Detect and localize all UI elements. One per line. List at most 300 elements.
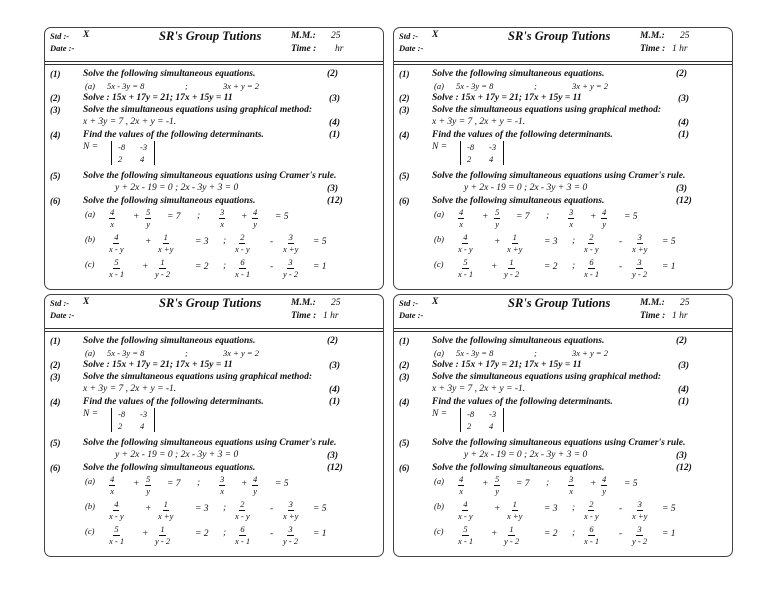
q6b-fraction-4 [632, 233, 647, 253]
det-a12: -3 [140, 142, 148, 152]
determinant-matrix [111, 141, 155, 165]
q6b-operator: + [494, 237, 501, 247]
q6b-equals: = 3 [195, 504, 209, 514]
q6c-equals: = 2 [544, 262, 558, 272]
fraction-denominator: y - 2 [632, 535, 648, 546]
fraction-numerator: 2 [589, 499, 594, 509]
fraction-numerator: 4 [114, 499, 119, 509]
fraction-numerator: 3 [569, 207, 574, 217]
q6c-label: (c) [85, 526, 95, 536]
fraction-numerator: 4 [114, 232, 119, 242]
q6b-fraction-3 [584, 500, 599, 520]
worksheet-card-3 [44, 294, 384, 557]
marks-label: M.M.: [640, 31, 665, 41]
q5-marks: (3) [327, 451, 339, 461]
q6c-separator: ; [223, 528, 227, 538]
q5-equations: y + 2x - 19 = 0 ; 2x - 3y + 3 = 0 [115, 183, 239, 193]
header-divider-secondary [394, 64, 732, 65]
q4-number: (4) [50, 397, 61, 407]
fraction-numerator: 6 [240, 524, 245, 534]
fraction-numerator: 1 [163, 232, 168, 242]
fraction-numerator: 3 [220, 474, 225, 484]
q6-text: Solve the following simultaneous equations. [83, 463, 256, 473]
q6-marks: (12) [676, 463, 692, 473]
q6c-fraction-4 [632, 258, 647, 278]
fraction-denominator: x [459, 218, 464, 229]
det-a12: -3 [489, 409, 497, 419]
q6a-fraction-3 [568, 475, 574, 495]
det-a22: 4 [140, 154, 145, 164]
q1-text: Solve the following simultaneous equations. [83, 69, 256, 79]
q3-marks: (4) [329, 118, 341, 128]
q4-text: Find the values of the following determinants. [83, 130, 264, 140]
fraction-denominator: x - 1 [235, 268, 251, 279]
fraction-numerator: 1 [163, 499, 168, 509]
q6a-label: (a) [85, 209, 95, 219]
q6-text: Solve the following simultaneous equations. [83, 196, 256, 206]
det-a21: 2 [467, 421, 472, 431]
q6c-equals-2: = 1 [662, 529, 676, 539]
q4-marks: (1) [678, 130, 690, 140]
fraction-denominator: x +y [283, 510, 299, 521]
fraction-denominator: y [253, 218, 258, 229]
det-a21: 2 [118, 421, 123, 431]
q1-sub-label: (a) [434, 348, 444, 358]
q6a-fraction-3 [568, 208, 574, 228]
fraction-numerator: 4 [463, 499, 468, 509]
q6b-fraction-1 [458, 500, 473, 520]
q6c-label: (c) [434, 259, 444, 269]
q6b-operator-2: - [619, 237, 623, 247]
q5-number: (5) [399, 171, 410, 181]
fraction-denominator: x - y [235, 510, 250, 521]
q6a-equals-2: = 5 [624, 212, 638, 222]
determinant-matrix [111, 408, 155, 432]
q6b-fraction-4 [283, 500, 298, 520]
q6b-fraction-2 [158, 233, 173, 253]
std-value: X [432, 30, 439, 40]
det-a22: 4 [489, 421, 494, 431]
q1-number: (1) [399, 336, 410, 346]
worksheet-card-1 [44, 27, 384, 290]
q6b-operator: + [494, 504, 501, 514]
fraction-numerator: 1 [509, 524, 514, 534]
det-a11: -8 [467, 142, 475, 152]
fraction-numerator: 6 [589, 257, 594, 267]
q4-text: Find the values of the following determinants. [432, 397, 613, 407]
q1-sub-label: (a) [85, 81, 95, 91]
q6c-label: (c) [85, 259, 95, 269]
q4-text: Find the values of the following determinants. [83, 397, 264, 407]
time-label: Time : [640, 311, 666, 321]
q5-number: (5) [50, 438, 61, 448]
q6b-separator: ; [223, 236, 227, 246]
fraction-denominator: y - 2 [504, 268, 520, 279]
fraction-denominator: x - 1 [109, 535, 125, 546]
q6b-separator: ; [572, 503, 576, 513]
q6c-fraction-2 [155, 258, 170, 278]
q1-sub-label: (a) [434, 81, 444, 91]
q2-text: Solve : 15x + 17y = 21; 17x + 15y = 11 [83, 360, 233, 370]
header-divider [394, 61, 732, 62]
q1-eq2: 3x + y = 2 [572, 81, 609, 91]
q6c-fraction-4 [632, 525, 647, 545]
std-label: Std :- [50, 31, 70, 41]
q6c-equals-2: = 1 [313, 262, 327, 272]
q6c-operator-2: - [270, 262, 274, 272]
fraction-denominator: x - y [109, 510, 124, 521]
q6a-separator: ; [197, 478, 201, 488]
card-header [45, 295, 383, 328]
q3-text: Solve the simultaneous equations using graphical method: [432, 372, 662, 382]
q6a-fraction-3 [219, 208, 225, 228]
q4-number: (4) [50, 130, 61, 140]
std-label: Std :- [399, 298, 419, 308]
q6c-fraction-2 [504, 525, 519, 545]
q6c-separator: ; [572, 261, 576, 271]
q6b-fraction-3 [235, 233, 250, 253]
fraction-numerator: 1 [512, 499, 517, 509]
q1-eq1: 5x - 3y = 8 [107, 348, 145, 358]
q3-equations: x + 3y = 7 , 2x + y = -1. [83, 384, 177, 394]
q3-text: Solve the simultaneous equations using graphical method: [83, 105, 313, 115]
q6c-equals-2: = 1 [662, 262, 676, 272]
q6b-fraction-2 [158, 500, 173, 520]
q6a-operator-2: + [590, 212, 597, 222]
q6c-fraction-3 [584, 258, 599, 278]
q6c-fraction-1 [458, 525, 473, 545]
date-label: Date :- [399, 310, 424, 320]
time-value: 1 hr [323, 311, 339, 321]
q3-number: (3) [399, 372, 410, 382]
q6b-fraction-1 [109, 233, 124, 253]
fraction-numerator: 4 [253, 207, 258, 217]
fraction-denominator: y - 2 [504, 535, 520, 546]
q6-marks: (12) [676, 196, 692, 206]
q3-number: (3) [399, 105, 410, 115]
header-divider [394, 328, 732, 329]
fraction-denominator: x - y [584, 510, 599, 521]
header-divider-secondary [45, 331, 383, 332]
q6a-operator: + [482, 212, 489, 222]
q5-text: Solve the following simultaneous equations using Cramer's rule. [432, 171, 686, 181]
q6c-operator-2: - [270, 529, 274, 539]
fraction-denominator: x [110, 485, 115, 496]
q6a-fraction-2 [145, 208, 151, 228]
fraction-numerator: 3 [288, 257, 293, 267]
fraction-denominator: x - y [109, 243, 124, 254]
q6-number: (6) [399, 196, 410, 206]
fraction-numerator: 4 [602, 207, 607, 217]
q6a-fraction-1 [109, 208, 115, 228]
q2-marks: (3) [329, 361, 341, 371]
header-divider-secondary [45, 64, 383, 65]
fraction-denominator: x [569, 218, 574, 229]
q6a-operator-2: + [241, 212, 248, 222]
q1-separator: ; [185, 81, 188, 91]
marks-value: 25 [680, 298, 690, 308]
q6-number: (6) [50, 463, 61, 473]
card-header [45, 28, 383, 61]
q1-text: Solve the following simultaneous equations. [432, 69, 605, 79]
fraction-numerator: 3 [288, 499, 293, 509]
q3-text: Solve the simultaneous equations using graphical method: [83, 372, 313, 382]
institute-title: SR's Group Tutions [159, 296, 262, 310]
q6c-fraction-1 [109, 258, 124, 278]
q6c-fraction-2 [155, 525, 170, 545]
fraction-denominator: x - y [458, 510, 473, 521]
q6b-equals: = 3 [544, 237, 558, 247]
q5-equations: y + 2x - 19 = 0 ; 2x - 3y + 3 = 0 [115, 450, 239, 460]
q6c-fraction-4 [283, 525, 298, 545]
q3-equations: x + 3y = 7 , 2x + y = -1. [432, 117, 526, 127]
q6c-equals: = 2 [195, 262, 209, 272]
q1-eq1: 5x - 3y = 8 [456, 81, 494, 91]
fraction-denominator: y [495, 485, 500, 496]
q6b-label: (b) [85, 234, 95, 244]
q4-marks: (1) [678, 397, 690, 407]
fraction-numerator: 5 [146, 474, 151, 484]
institute-title: SR's Group Tutions [159, 29, 262, 43]
q6b-operator-2: - [270, 237, 274, 247]
q6c-fraction-3 [235, 525, 250, 545]
q6c-operator-2: - [619, 529, 623, 539]
q6-text: Solve the following simultaneous equations. [432, 196, 605, 206]
header-divider-secondary [394, 331, 732, 332]
fraction-numerator: 6 [589, 524, 594, 534]
q6a-equals: = 7 [516, 212, 530, 222]
q6b-equals-2: = 5 [313, 237, 327, 247]
fraction-numerator: 4 [459, 474, 464, 484]
q6a-equals: = 7 [167, 479, 181, 489]
fraction-numerator: 4 [253, 474, 258, 484]
q6a-fraction-4 [601, 475, 607, 495]
q2-marks: (3) [678, 361, 690, 371]
fraction-denominator: x +y [283, 243, 299, 254]
fraction-denominator: x - 1 [235, 535, 251, 546]
q6c-label: (c) [434, 526, 444, 536]
std-value: X [83, 30, 90, 40]
q6c-equals-2: = 1 [313, 529, 327, 539]
q6a-equals: = 7 [516, 479, 530, 489]
fraction-numerator: 5 [114, 524, 119, 534]
fraction-numerator: 4 [602, 474, 607, 484]
fraction-denominator: x [220, 218, 225, 229]
date-label: Date :- [50, 43, 75, 53]
q2-number: (2) [50, 360, 61, 370]
fraction-numerator: 1 [512, 232, 517, 242]
q1-marks: (2) [327, 336, 339, 346]
determinant-matrix [460, 408, 504, 432]
q6c-operator: + [491, 529, 498, 539]
time-value: 1 hr [672, 311, 688, 321]
q1-text: Solve the following simultaneous equations. [83, 336, 256, 346]
q3-marks: (4) [678, 118, 690, 128]
institute-title: SR's Group Tutions [508, 296, 611, 310]
q4-number: (4) [399, 397, 410, 407]
fraction-numerator: 1 [160, 524, 165, 534]
fraction-denominator: x +y [158, 510, 174, 521]
q3-text: Solve the simultaneous equations using graphical method: [432, 105, 662, 115]
q6a-equals: = 7 [167, 212, 181, 222]
q6b-equals-2: = 5 [662, 237, 676, 247]
q6b-equals-2: = 5 [662, 504, 676, 514]
q6c-fraction-3 [584, 525, 599, 545]
fraction-denominator: x +y [632, 243, 648, 254]
q5-marks: (3) [327, 184, 339, 194]
q1-sub-label: (a) [85, 348, 95, 358]
fraction-numerator: 3 [637, 524, 642, 534]
q6b-fraction-1 [458, 233, 473, 253]
q6b-equals-2: = 5 [313, 504, 327, 514]
fraction-numerator: 5 [495, 207, 500, 217]
q6a-fraction-4 [601, 208, 607, 228]
fraction-denominator: x - y [235, 243, 250, 254]
q6a-equals-2: = 5 [275, 212, 289, 222]
date-label: Date :- [50, 310, 75, 320]
fraction-denominator: y [146, 485, 151, 496]
q5-number: (5) [50, 171, 61, 181]
fraction-denominator: y - 2 [283, 535, 299, 546]
fraction-denominator: x [569, 485, 574, 496]
marks-label: M.M.: [291, 298, 316, 308]
determinant-label: N = [83, 409, 99, 419]
q2-number: (2) [399, 360, 410, 370]
fraction-numerator: 4 [463, 232, 468, 242]
q6b-fraction-4 [283, 233, 298, 253]
q6-number: (6) [50, 196, 61, 206]
determinant-label: N = [83, 142, 99, 152]
q2-marks: (3) [329, 94, 341, 104]
q1-number: (1) [50, 336, 61, 346]
q6c-fraction-1 [109, 525, 124, 545]
card-header [394, 28, 732, 61]
fraction-numerator: 3 [637, 499, 642, 509]
q6a-equals-2: = 5 [275, 479, 289, 489]
fraction-numerator: 4 [459, 207, 464, 217]
q5-number: (5) [399, 438, 410, 448]
fraction-numerator: 2 [240, 232, 245, 242]
q1-separator: ; [534, 81, 537, 91]
det-a22: 4 [140, 421, 145, 431]
q4-text: Find the values of the following determinants. [432, 130, 613, 140]
q3-equations: x + 3y = 7 , 2x + y = -1. [432, 384, 526, 394]
q4-number: (4) [399, 130, 410, 140]
q6-marks: (12) [327, 463, 343, 473]
fraction-numerator: 5 [114, 257, 119, 267]
fraction-denominator: y [146, 218, 151, 229]
q6b-fraction-4 [632, 500, 647, 520]
det-a11: -8 [467, 409, 475, 419]
q6a-fraction-1 [458, 208, 464, 228]
q1-eq2: 3x + y = 2 [223, 348, 260, 358]
fraction-denominator: x [110, 218, 115, 229]
q6-number: (6) [399, 463, 410, 473]
q1-eq2: 3x + y = 2 [572, 348, 609, 358]
q1-marks: (2) [676, 69, 688, 79]
header-divider [45, 61, 383, 62]
q6a-separator: ; [197, 211, 201, 221]
institute-title: SR's Group Tutions [508, 29, 611, 43]
q6a-fraction-2 [145, 475, 151, 495]
fraction-numerator: 2 [589, 232, 594, 242]
fraction-numerator: 3 [569, 474, 574, 484]
q6a-operator: + [133, 479, 140, 489]
q6a-fraction-2 [494, 475, 500, 495]
std-value: X [432, 297, 439, 307]
fraction-denominator: x - y [458, 243, 473, 254]
q6c-equals: = 2 [544, 529, 558, 539]
determinant-matrix [460, 141, 504, 165]
q5-marks: (3) [676, 184, 688, 194]
q3-equations: x + 3y = 7 , 2x + y = -1. [83, 117, 177, 127]
q1-separator: ; [534, 348, 537, 358]
q1-eq1: 5x - 3y = 8 [107, 81, 145, 91]
q6b-label: (b) [434, 234, 444, 244]
determinant-label: N = [432, 409, 448, 419]
det-a21: 2 [467, 154, 472, 164]
q6a-fraction-4 [252, 475, 258, 495]
fraction-denominator: y [495, 218, 500, 229]
q3-marks: (4) [329, 385, 341, 395]
q6b-fraction-2 [507, 233, 522, 253]
det-a11: -8 [118, 409, 126, 419]
fraction-denominator: x +y [632, 510, 648, 521]
q6-marks: (12) [327, 196, 343, 206]
q6b-separator: ; [223, 503, 227, 513]
fraction-denominator: y - 2 [155, 268, 171, 279]
q6b-operator: + [145, 237, 152, 247]
q6b-equals: = 3 [195, 237, 209, 247]
std-label: Std :- [399, 31, 419, 41]
header-divider [45, 328, 383, 329]
fraction-denominator: x - 1 [458, 535, 474, 546]
time-value: hr [335, 44, 344, 54]
fraction-denominator: x - 1 [109, 268, 125, 279]
q1-separator: ; [185, 348, 188, 358]
q6a-fraction-1 [109, 475, 115, 495]
q6c-separator: ; [223, 261, 227, 271]
fraction-denominator: y [253, 485, 258, 496]
time-value: 1 hr [672, 44, 688, 54]
fraction-denominator: x +y [507, 243, 523, 254]
determinant-label: N = [432, 142, 448, 152]
q2-marks: (3) [678, 94, 690, 104]
q6b-fraction-3 [235, 500, 250, 520]
q3-number: (3) [50, 105, 61, 115]
fraction-numerator: 2 [240, 499, 245, 509]
q6a-separator: ; [546, 478, 550, 488]
fraction-numerator: 1 [509, 257, 514, 267]
q1-marks: (2) [327, 69, 339, 79]
q6-text: Solve the following simultaneous equations. [432, 463, 605, 473]
fraction-numerator: 1 [160, 257, 165, 267]
q6c-operator: + [142, 529, 149, 539]
fraction-denominator: x - 1 [584, 268, 600, 279]
q6a-equals-2: = 5 [624, 479, 638, 489]
q6c-equals: = 2 [195, 529, 209, 539]
q6a-label: (a) [434, 476, 444, 486]
q6b-equals: = 3 [544, 504, 558, 514]
q6b-operator-2: - [270, 504, 274, 514]
marks-value: 25 [680, 31, 690, 41]
q5-text: Solve the following simultaneous equations using Cramer's rule. [432, 438, 686, 448]
q5-equations: y + 2x - 19 = 0 ; 2x - 3y + 3 = 0 [464, 183, 588, 193]
q6b-label: (b) [85, 501, 95, 511]
time-label: Time : [640, 44, 666, 54]
q6a-separator: ; [546, 211, 550, 221]
q2-text: Solve : 15x + 17y = 21; 17x + 15y = 11 [432, 93, 582, 103]
